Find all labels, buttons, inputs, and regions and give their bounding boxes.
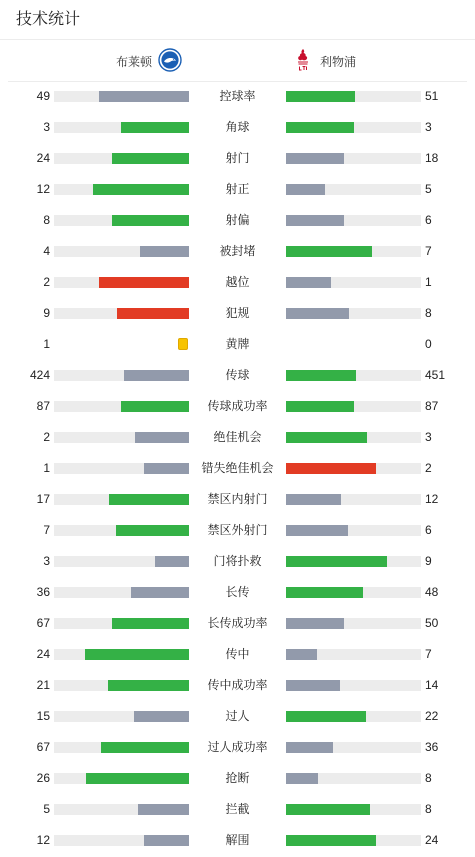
- stat-label: 被封堵: [219, 244, 256, 258]
- home-value: 17: [36, 492, 50, 506]
- home-bar-fill: [99, 91, 189, 102]
- away-value: 18: [425, 151, 439, 165]
- home-bar-fill: [99, 277, 189, 288]
- home-value: 15: [36, 709, 50, 723]
- away-bar-track: [286, 370, 421, 381]
- stat-row: [0, 422, 475, 453]
- away-value: 8: [425, 306, 432, 320]
- away-bar-track: [286, 494, 421, 505]
- home-value: 3: [43, 120, 50, 134]
- away-bar-fill: [286, 680, 340, 691]
- stat-row: [0, 236, 475, 267]
- away-value: 3: [425, 120, 432, 134]
- away-bar-fill: [286, 649, 317, 660]
- home-team[interactable]: [116, 40, 182, 82]
- stat-row: [0, 763, 475, 794]
- away-value: 14: [425, 678, 439, 692]
- away-value: 451: [425, 368, 446, 382]
- page-title-text: 技术统计: [16, 11, 81, 28]
- home-bar-track: [54, 215, 189, 226]
- away-bar-fill: [286, 246, 372, 257]
- away-value: 6: [425, 523, 432, 537]
- stat-label: 传球成功率: [207, 399, 268, 413]
- stat-row: [0, 112, 475, 143]
- away-team[interactable]: [294, 40, 356, 82]
- home-value: 49: [36, 89, 50, 103]
- away-bar-fill: [286, 835, 376, 846]
- stat-label: 黄牌: [225, 337, 250, 351]
- home-value: 24: [36, 647, 50, 661]
- home-bar-fill: [134, 711, 189, 722]
- away-value: 51: [425, 89, 439, 103]
- stat-row: [0, 329, 475, 360]
- stat-row: [0, 515, 475, 546]
- home-value: 4: [43, 244, 50, 258]
- away-bar-fill: [286, 711, 366, 722]
- away-bar-track: [286, 122, 421, 133]
- home-bar-track: [54, 494, 189, 505]
- home-bar-track: [54, 122, 189, 133]
- away-team-name: 利物浦: [320, 54, 357, 69]
- stat-row: [0, 360, 475, 391]
- home-value: 2: [43, 430, 50, 444]
- home-bar-fill: [112, 153, 189, 164]
- away-bar-track: [286, 742, 421, 753]
- stat-label: 解围: [225, 833, 250, 847]
- away-value: 87: [425, 399, 439, 413]
- away-bar-fill: [286, 525, 348, 536]
- stat-row: [0, 174, 475, 205]
- away-value: 24: [425, 833, 439, 847]
- home-bar-fill: [86, 773, 189, 784]
- home-bar-fill: [140, 246, 189, 257]
- home-bar-track: [54, 587, 189, 598]
- home-bar-fill: [124, 370, 189, 381]
- home-bar-track: [54, 773, 189, 784]
- home-value: 2: [43, 275, 50, 289]
- away-bar-fill: [286, 742, 333, 753]
- stat-row: [0, 546, 475, 577]
- stat-label: 错失绝佳机会: [201, 461, 274, 475]
- away-bar-fill: [286, 308, 349, 319]
- home-bar-fill: [112, 215, 189, 226]
- home-value: 1: [43, 461, 50, 475]
- stat-row: [0, 81, 475, 112]
- stat-row: [0, 732, 475, 763]
- home-bar-track: [54, 463, 189, 474]
- stat-label: 绝佳机会: [213, 430, 262, 444]
- home-value: 87: [36, 399, 50, 413]
- yellow-card-icon: [178, 338, 188, 350]
- home-bar-track: [54, 618, 189, 629]
- liverpool-crest-icon: [294, 47, 312, 76]
- home-value: 5: [43, 802, 50, 816]
- away-bar-fill: [286, 587, 363, 598]
- away-bar-track: [286, 432, 421, 443]
- home-bar-track: [54, 370, 189, 381]
- away-value: 36: [425, 740, 439, 754]
- home-bar-track: [54, 835, 189, 846]
- home-bar-track: [54, 804, 189, 815]
- home-value: 3: [43, 554, 50, 568]
- stat-row: [0, 577, 475, 608]
- stat-row: [0, 639, 475, 670]
- away-bar-track: [286, 215, 421, 226]
- stat-label: 传中成功率: [207, 678, 268, 692]
- stat-label: 传球: [225, 368, 250, 382]
- home-bar-fill: [85, 649, 189, 660]
- home-bar-fill: [131, 587, 189, 598]
- team-header: [8, 40, 467, 82]
- away-value: 50: [425, 616, 439, 630]
- away-bar-track: [286, 835, 421, 846]
- away-value: 7: [425, 244, 432, 258]
- stat-label: 角球: [225, 120, 250, 134]
- stat-row: [0, 484, 475, 515]
- away-value: 1: [425, 275, 432, 289]
- home-value: 67: [36, 740, 50, 754]
- stat-label: 犯规: [225, 306, 250, 320]
- home-value: 24: [36, 151, 50, 165]
- away-value: 8: [425, 771, 432, 785]
- home-bar-fill: [135, 432, 189, 443]
- home-value: 36: [36, 585, 50, 599]
- stat-label: 过人: [225, 709, 250, 723]
- stat-row: [0, 267, 475, 298]
- home-bar-track: [54, 742, 189, 753]
- home-value: 12: [36, 833, 50, 847]
- home-bar-fill: [116, 525, 189, 536]
- away-bar-track: [286, 308, 421, 319]
- stat-row: [0, 298, 475, 329]
- home-bar-track: [54, 649, 189, 660]
- home-value: 9: [43, 306, 50, 320]
- away-bar-track: [286, 649, 421, 660]
- stat-label: 禁区内射门: [207, 492, 268, 506]
- page-title: [0, 0, 475, 40]
- home-bar-fill: [112, 618, 189, 629]
- away-bar-fill: [286, 153, 344, 164]
- away-bar-track: [286, 804, 421, 815]
- stat-row: [0, 453, 475, 484]
- home-bar-track: [54, 401, 189, 412]
- away-bar-track: [286, 587, 421, 598]
- stat-row: [0, 143, 475, 174]
- home-bar-fill: [101, 742, 189, 753]
- home-bar-track: [54, 556, 189, 567]
- home-bar-track: [54, 711, 189, 722]
- away-value: 6: [425, 213, 432, 227]
- away-value: 5: [425, 182, 432, 196]
- home-bar-track: [54, 680, 189, 691]
- stat-row: [0, 205, 475, 236]
- stat-label: 长传成功率: [207, 616, 268, 630]
- away-bar-fill: [286, 122, 354, 133]
- away-value: 0: [425, 337, 432, 351]
- away-bar-track: [286, 525, 421, 536]
- away-bar-track: [286, 618, 421, 629]
- home-value: 26: [36, 771, 50, 785]
- away-bar-track: [286, 556, 421, 567]
- home-bar-fill: [109, 494, 189, 505]
- home-bar-track: [54, 91, 189, 102]
- stat-row: [0, 701, 475, 732]
- away-value: 12: [425, 492, 439, 506]
- home-team-name: 布莱顿: [115, 54, 152, 69]
- stat-label: 射正: [225, 182, 250, 196]
- stat-label: 门将扑救: [213, 554, 262, 568]
- away-bar-track: [286, 680, 421, 691]
- away-value: 8: [425, 802, 432, 816]
- away-bar-fill: [286, 184, 325, 195]
- away-bar-fill: [286, 556, 387, 567]
- away-value: 22: [425, 709, 439, 723]
- away-bar-track: [286, 711, 421, 722]
- away-bar-track: [286, 153, 421, 164]
- away-bar-track: [286, 246, 421, 257]
- away-value: 48: [425, 585, 439, 599]
- away-bar-track: [286, 277, 421, 288]
- away-bar-fill: [286, 618, 344, 629]
- stat-label: 控球率: [219, 89, 256, 103]
- home-value: 21: [36, 678, 50, 692]
- home-bar-fill: [108, 680, 189, 691]
- stat-label: 抢断: [225, 771, 250, 785]
- stat-label: 过人成功率: [207, 740, 268, 754]
- away-value: 7: [425, 647, 432, 661]
- stat-label: 射偏: [225, 213, 250, 227]
- away-bar-fill: [286, 277, 331, 288]
- home-value: 424: [29, 368, 50, 382]
- away-bar-track: [286, 91, 421, 102]
- home-bar-track: [54, 184, 189, 195]
- stat-label: 禁区外射门: [207, 523, 268, 537]
- stat-label: 越位: [225, 275, 250, 289]
- home-bar-track: [54, 308, 189, 319]
- home-value: 1: [43, 337, 50, 351]
- away-bar-fill: [286, 370, 356, 381]
- home-bar-fill: [117, 308, 189, 319]
- stat-row: [0, 608, 475, 639]
- stat-label: 拦截: [225, 802, 250, 816]
- away-bar-fill: [286, 432, 367, 443]
- stat-row: [0, 391, 475, 422]
- stat-label: 长传: [225, 585, 250, 599]
- stat-row: [0, 670, 475, 701]
- home-bar-fill: [121, 122, 189, 133]
- home-bar-track: [54, 246, 189, 257]
- away-bar-fill: [286, 773, 318, 784]
- home-value: 67: [36, 616, 50, 630]
- home-value: 12: [36, 182, 50, 196]
- home-bar-fill: [121, 401, 189, 412]
- home-value: 8: [43, 213, 50, 227]
- away-bar-fill: [286, 91, 355, 102]
- home-bar-track: [54, 432, 189, 443]
- home-bar-fill: [144, 835, 189, 846]
- away-value: 3: [425, 430, 432, 444]
- home-bar-fill: [138, 804, 189, 815]
- stat-row: [0, 794, 475, 825]
- away-value: 9: [425, 554, 432, 568]
- home-bar-fill: [93, 184, 189, 195]
- away-bar-fill: [286, 463, 376, 474]
- brighton-crest-icon: [158, 48, 182, 75]
- away-bar-track: [286, 401, 421, 412]
- away-bar-fill: [286, 494, 341, 505]
- stat-label: 射门: [225, 151, 250, 165]
- away-bar-fill: [286, 804, 370, 815]
- away-bar-fill: [286, 401, 354, 412]
- home-bar-track: [54, 277, 189, 288]
- stat-label: 传中: [225, 647, 250, 661]
- home-value: 7: [43, 523, 50, 537]
- away-value: 2: [425, 461, 432, 475]
- home-bar-fill: [155, 556, 189, 567]
- stat-row: [0, 825, 475, 856]
- away-bar-fill: [286, 215, 344, 226]
- home-bar-fill: [144, 463, 189, 474]
- away-bar-track: [286, 463, 421, 474]
- home-bar-track: [54, 153, 189, 164]
- away-bar-track: [286, 184, 421, 195]
- away-bar-track: [286, 773, 421, 784]
- home-bar-track: [54, 525, 189, 536]
